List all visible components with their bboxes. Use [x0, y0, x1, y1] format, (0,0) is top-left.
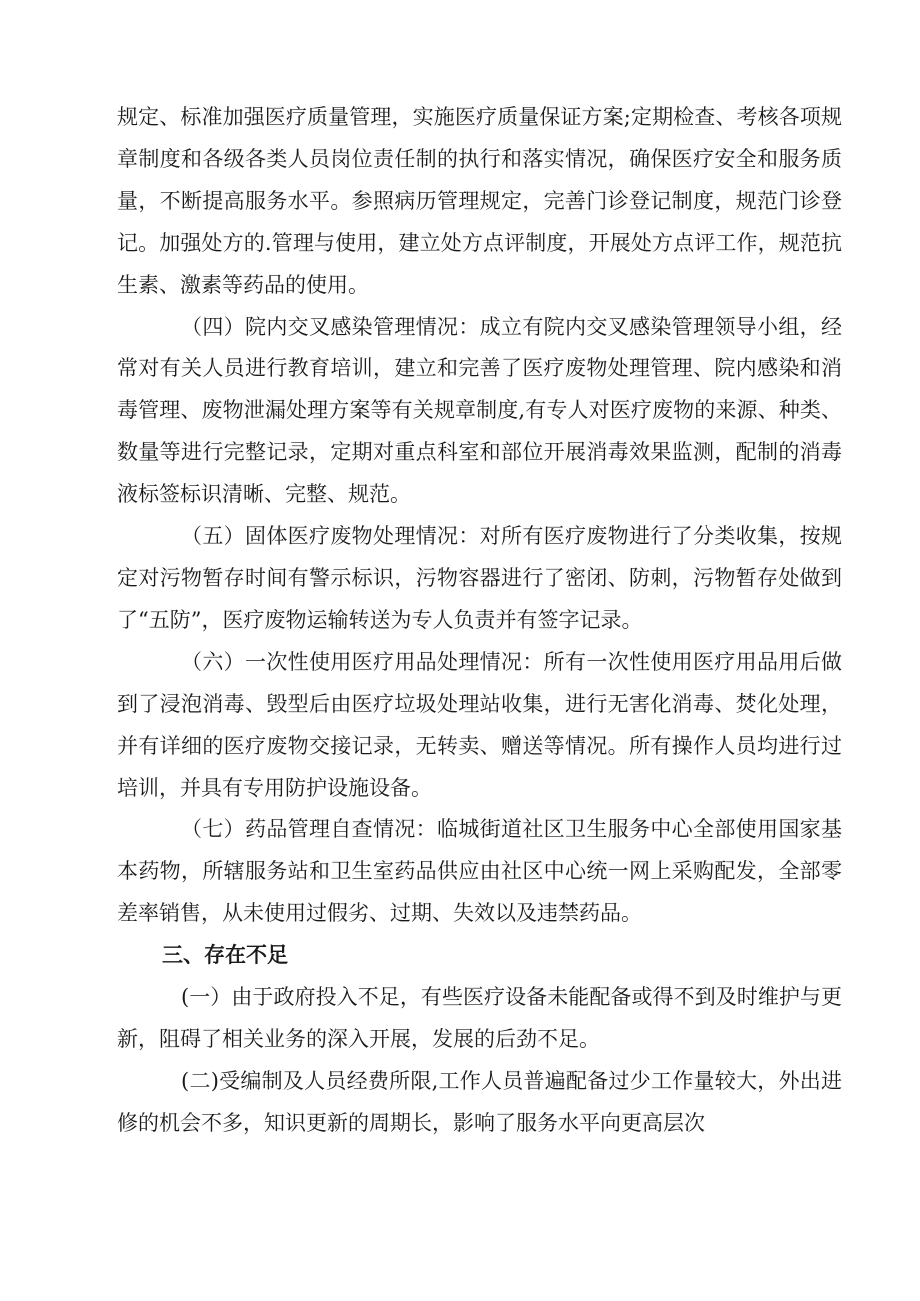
paragraph-section-7: （七）药品管理自查情况：临城街道社区卫生服务中心全部使用国家基本药物，所辖服务站和卫生室药品供应由社区中心统一网上采购配发，全部零差率销售，从未使用过假劣、过期、失效以及违禁药品。 — [117, 817, 842, 926]
section-heading-3: 三、存在不足 — [162, 943, 288, 968]
paragraph-shortfall-1: (一）由于政府投入不足，有些医疗设备未能配备或得不到及时维护与更新，阻碍了相关业务的深入开展，发展的后劲不足。 — [117, 985, 842, 1051]
paragraph-continued: 规定、标准加强医疗质量管理，实施医疗质量保证方案;定期检查、考核各项规章制度和各级各类人员岗位责任制的执行和落实情况，确保医疗安全和服务质量，不断提高服务水平。参照病历管理规定，完善门诊登记制度，规范门诊登记。加强处方的.管理与使用，建立处方点评制度，开展处方点评工作，规范抗生素、激素等药品的使用。 — [117, 105, 842, 297]
paragraph-section-5: （五）固体医疗废物处理情况：对所有医疗废物进行了分类收集，按规定对污物暂存时间有警示标识，污物容器进行了密闭、防刺，污物暂存处做到了“五防”，医疗废物运输转送为专人负责并有签字记录。 — [117, 524, 842, 632]
paragraph-section-6: （六）一次性使用医疗用品处理情况：所有一次性使用医疗用品用后做到了浸泡消毒、毁型后由医疗垃圾处理站收集，进行无害化消毒、焚化处理，并有详细的医疗废物交接记录，无转卖、赠送等情况。所有操作人员均进行过培训，并具有专用防护设施设备。 — [117, 649, 842, 800]
paragraph-shortfall-2: (二)受编制及人员经费所限,工作人员普遍配备过少工作量较大，外出进修的机会不多，知识更新的周期长，影响了服务水平向更高层次 — [117, 1068, 842, 1135]
paragraph-section-4: （四）院内交叉感染管理情况：成立有院内交叉感染管理领导小组，经常对有关人员进行教育培训，建立和完善了医疗废物处理管理、院内感染和消毒管理、废物泄漏处理方案等有关规章制度,有专人对医疗废物的来源、种类、数量等进行完整记录，定期对重点科室和部位开展消毒效果监测，配制的消毒液标签标识清晰、完整、规范。 — [117, 314, 842, 507]
document-body — [117, 97, 842, 1145]
